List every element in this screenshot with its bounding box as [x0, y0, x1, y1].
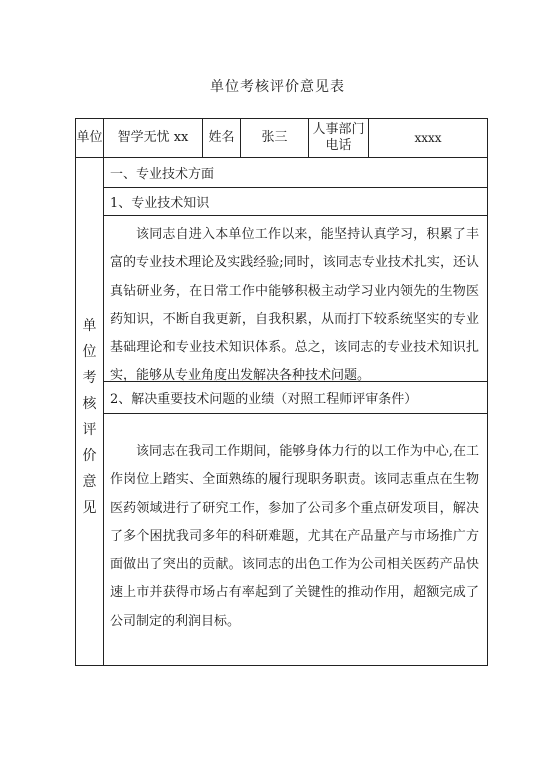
side-char: 见 [82, 499, 97, 516]
side-char: 位 [82, 343, 97, 360]
achievement-paragraph: 该同志在我司工作期间，能够身体力行的以工作为中心,在工作岗位上踏实、全面熟练的履行现职务职责。该同志重点在生物医药领域进行了研究工作，参加了公司多个重点研发项目，解决了多个困扰我司多年的科研难题，尤其在产品量产与市场推广方面做出了突出的贡献。该同志的出色工作为公司相关医药产品快速上市并获得市场占有率起到了关键性的推动作用，超额完成了公司制定的利润目标。 [110, 444, 479, 629]
unit-label: 单位 [76, 119, 104, 157]
side-char: 考 [82, 369, 97, 386]
evaluation-form [75, 118, 488, 666]
unit-value: 智学无忧 xx [104, 119, 203, 157]
name-label: 姓名 [203, 119, 241, 157]
side-label [76, 158, 104, 665]
content-area [104, 158, 487, 665]
side-char: 意 [82, 473, 97, 490]
achievement-heading: 2、解决重要技术问题的业绩（对照工程师评审条件） [104, 382, 487, 414]
body-row [76, 158, 487, 665]
side-char: 核 [82, 395, 97, 412]
knowledge-paragraph: 该同志自进入本单位工作以来，能坚持认真学习，积累了丰富的专业技术理论及实践经验;同时，该同志专业技术扎实，还认真钻研业务，在日常工作中能够积极主动学习业内领先的生物医药知识，不断自我更新，自我积累，从而打下较系统坚实的专业基础理论和专业技术知识体系。总之，该同志的专业技术知识扎实，能够从专业角度出发解决各种技术问题。 [104, 216, 487, 382]
side-char: 评 [82, 421, 97, 438]
name-value: 张三 [241, 119, 309, 157]
side-char: 单 [82, 317, 97, 334]
phone-value: xxxx [414, 131, 442, 145]
header-row [76, 119, 487, 158]
subsection-heading: 1、专业技术知识 [104, 188, 487, 216]
page-title: 单位考核评价意见表 [210, 79, 345, 95]
section-heading: 一、专业技术方面 [104, 158, 487, 188]
phone-label: 人事部门电话 [309, 119, 369, 157]
side-char: 价 [82, 447, 97, 464]
